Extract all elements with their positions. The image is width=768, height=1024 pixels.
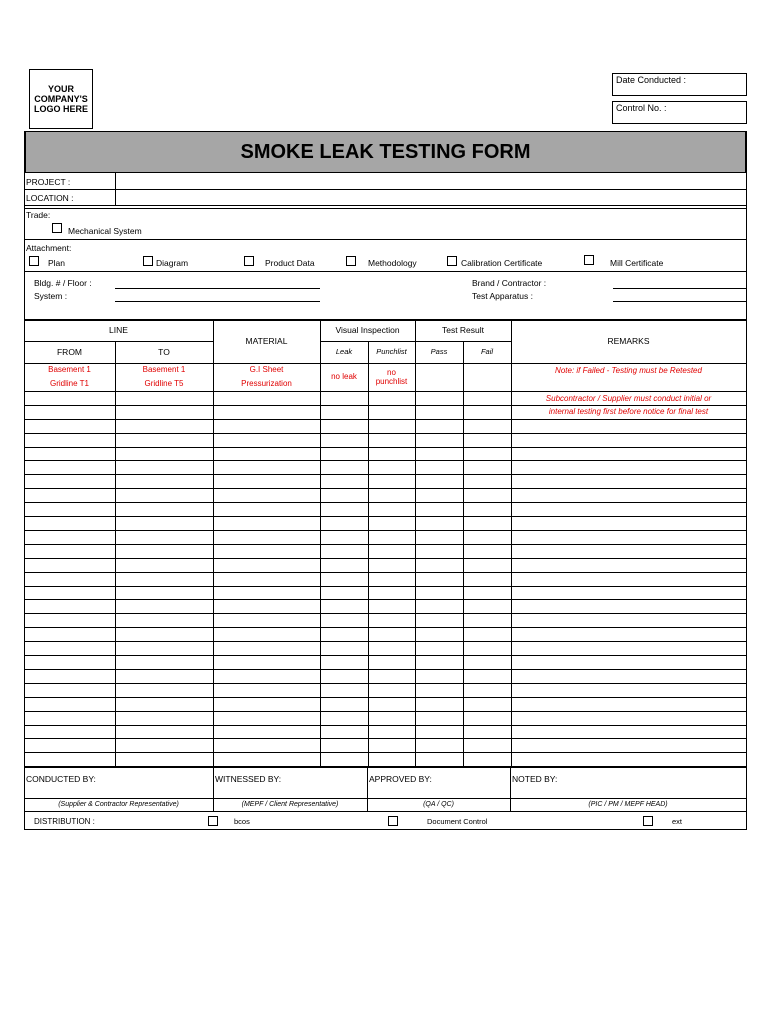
- system-input-line[interactable]: [115, 301, 320, 302]
- leak-header: Leak: [335, 347, 353, 356]
- witnessed-role: (MEPF / Client Representative): [241, 801, 339, 808]
- attachment-checkbox-diagram[interactable]: [143, 256, 153, 266]
- attachment-option-calibration: Calibration Certificate: [461, 258, 543, 268]
- company-logo: [29, 69, 93, 129]
- divider: [24, 239, 746, 240]
- attachment-checkbox-methodology[interactable]: [346, 256, 356, 266]
- table-row-line: [24, 447, 746, 448]
- remarks-note-subcontractor: Subcontractor / Supplier must conduct initial or: [545, 394, 712, 403]
- sample-material-2: Pressurization: [241, 379, 292, 388]
- table-row-line: [24, 488, 746, 489]
- trade-option-label: Mechanical System: [68, 226, 142, 236]
- attachment-option-diagram: Diagram: [156, 258, 189, 268]
- pass-header: Pass: [430, 347, 448, 356]
- distribution-option-3: ext: [672, 817, 683, 826]
- trade-checkbox[interactable]: [52, 223, 62, 233]
- attachment-checkbox-product-data[interactable]: [244, 256, 254, 266]
- attachment-checkbox-mill[interactable]: [584, 255, 594, 265]
- remarks-header: REMARKS: [607, 336, 650, 346]
- witnessed-by-signature[interactable]: [215, 784, 366, 798]
- visual-inspection-header: Visual Inspection: [335, 325, 400, 335]
- location-input[interactable]: [117, 190, 745, 204]
- divider: [24, 798, 746, 799]
- from-header: FROM: [56, 347, 83, 357]
- attachment-option-methodology: Methodology: [368, 258, 417, 268]
- distribution-label: DISTRIBUTION :: [34, 817, 95, 826]
- divider: [24, 271, 746, 272]
- fail-header: Fail: [480, 347, 494, 356]
- col-line: [320, 320, 321, 766]
- table-row-line: [24, 738, 746, 739]
- sample-from-2: Gridline T1: [50, 379, 89, 388]
- table-row-line: [24, 405, 746, 406]
- bldg-floor-label: Bldg. # / Floor :: [34, 278, 92, 288]
- frame-right: [746, 131, 747, 830]
- noted-role: (PIC / PM / MEPF HEAD): [588, 801, 668, 808]
- conducted-by-signature[interactable]: [26, 784, 212, 798]
- date-conducted-label: Date Conducted :: [616, 75, 687, 85]
- conducted-by-label: CONDUCTED BY:: [26, 774, 96, 784]
- divider: [115, 173, 116, 206]
- material-header: MATERIAL: [245, 336, 288, 346]
- table-row-line: [24, 391, 746, 392]
- clip: [612, 258, 702, 270]
- brand-contractor-input-line[interactable]: [613, 288, 746, 289]
- table-row-line: [24, 419, 746, 420]
- witnessed-by-label: WITNESSED BY:: [215, 774, 282, 784]
- table-row-line: [24, 613, 746, 614]
- remarks-note-retest: Note: if Failed - Testing must be Retested: [555, 366, 702, 375]
- date-conducted-field[interactable]: [612, 73, 747, 96]
- divider: [24, 766, 746, 768]
- table-row-line: [24, 697, 746, 698]
- clip: [368, 258, 441, 270]
- test-apparatus-input-line[interactable]: [613, 301, 746, 302]
- divider: [24, 205, 746, 206]
- trade-option-clip: [66, 226, 166, 238]
- table-row-line: [24, 669, 746, 670]
- clip: [461, 258, 573, 270]
- table-row-line: [24, 725, 746, 726]
- form-title: SMOKE LEAK TESTING FORM: [25, 131, 746, 173]
- table-row-line: [24, 460, 746, 461]
- attachment-label: Attachment:: [26, 243, 72, 253]
- table-row-line: [24, 655, 746, 656]
- attachment-option-plan: Plan: [48, 258, 66, 268]
- divider: [24, 319, 746, 321]
- table-row-line: [24, 627, 746, 628]
- control-no-field[interactable]: [612, 101, 747, 124]
- location-label: LOCATION :: [26, 193, 74, 203]
- conducted-role: (Supplier & Contractor Representative): [58, 801, 179, 808]
- clip: [156, 258, 230, 270]
- noted-by-label: NOTED BY:: [512, 774, 558, 784]
- system-label: System :: [34, 291, 68, 301]
- punchlist-header: Punchlist: [376, 347, 407, 356]
- sample-material-1: G.I Sheet: [249, 365, 284, 374]
- control-no-label: Control No. :: [616, 103, 667, 113]
- approved-by-label: APPROVED BY:: [369, 774, 432, 784]
- brand-contractor-label: Brand / Contractor :: [472, 278, 547, 288]
- clip: [234, 817, 294, 828]
- clip: [48, 258, 112, 270]
- table-row-line: [24, 711, 746, 712]
- table-row-line: [24, 516, 746, 517]
- trade-label: Trade:: [26, 210, 51, 220]
- approved-by-signature[interactable]: [369, 784, 509, 798]
- sample-punchlist-2: punchlist: [375, 377, 408, 386]
- distribution-checkbox-1[interactable]: [208, 816, 218, 826]
- distribution-checkbox-2[interactable]: [388, 816, 398, 826]
- table-row-line: [24, 641, 746, 642]
- divider: [221, 829, 386, 830]
- bldg-floor-input-line[interactable]: [115, 288, 320, 289]
- distribution-option-2: Document Control: [427, 817, 488, 826]
- table-row-line: [24, 433, 746, 434]
- to-header: TO: [158, 347, 170, 357]
- approved-role: (QA / QC): [423, 801, 454, 808]
- divider: [24, 363, 746, 364]
- logo-text: YOUR COMPANY'S LOGO HERE: [33, 84, 88, 114]
- table-row-line: [24, 502, 746, 503]
- divider: [24, 341, 213, 342]
- divider: [24, 208, 746, 209]
- test-result-header: Test Result: [441, 325, 485, 335]
- sample-punchlist-1: no: [387, 368, 396, 377]
- sample-leak: no leak: [331, 372, 357, 381]
- noted-by-signature[interactable]: [512, 784, 745, 798]
- table-row-line: [24, 544, 746, 545]
- sample-to-1: Basement 1: [142, 365, 186, 374]
- table-row-line: [24, 530, 746, 531]
- line-header: LINE: [109, 325, 128, 335]
- clip: [265, 258, 338, 270]
- sample-from-1: Basement 1: [48, 365, 91, 374]
- distribution-option-1: bcos: [234, 817, 250, 826]
- distribution-checkbox-3[interactable]: [643, 816, 653, 826]
- table-row-line: [24, 586, 746, 587]
- table-row-line: [24, 474, 746, 475]
- attachment-option-mill: Mill Certificate: [610, 258, 664, 268]
- project-input[interactable]: [117, 174, 745, 188]
- col-line: [415, 320, 416, 766]
- col-line: [511, 320, 512, 766]
- project-label: PROJECT :: [26, 177, 71, 187]
- remarks-note-initial-testing: internal testing first before notice for final test: [548, 407, 709, 416]
- test-apparatus-label: Test Apparatus :: [472, 291, 533, 301]
- table-row-line: [24, 599, 746, 600]
- sample-to-2: Gridline T5: [144, 379, 184, 388]
- table-row-line: [24, 572, 746, 573]
- divider: [24, 811, 746, 812]
- attachment-checkbox-calibration[interactable]: [447, 256, 457, 266]
- table-row-line: [24, 752, 746, 753]
- attachment-option-product-data: Product Data: [265, 258, 315, 268]
- attachment-checkbox-plan[interactable]: [29, 256, 39, 266]
- table-row-line: [24, 558, 746, 559]
- table-row-line: [24, 683, 746, 684]
